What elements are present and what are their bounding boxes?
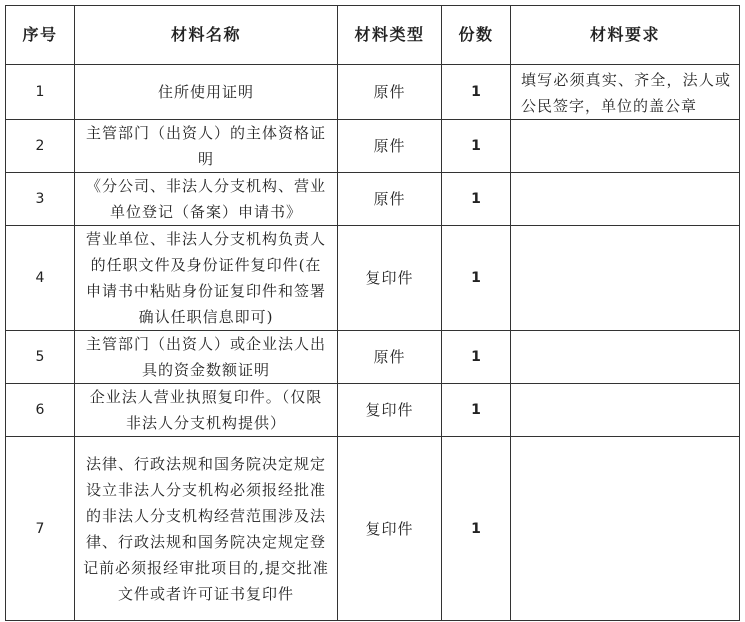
row-no: 6 bbox=[6, 384, 75, 437]
row-no: 2 bbox=[6, 120, 75, 173]
row-no: 7 bbox=[6, 437, 75, 621]
row-name: 营业单位、非法人分支机构负责人的任职文件及身份证件复印件(在申请书中粘贴身份证复印件和签署确认任职信息即可) bbox=[75, 226, 338, 331]
header-no: 序号 bbox=[6, 6, 75, 65]
row-name: 《分公司、非法人分支机构、营业单位登记（备案）申请书》 bbox=[75, 173, 338, 226]
row-count: 1 bbox=[442, 173, 511, 226]
row-type: 原件 bbox=[338, 65, 442, 120]
row-count: 1 bbox=[442, 120, 511, 173]
row-count: 1 bbox=[442, 331, 511, 384]
table-row bbox=[6, 65, 740, 120]
row-count: 1 bbox=[442, 65, 511, 120]
row-requirement bbox=[511, 331, 740, 384]
table-row bbox=[6, 384, 740, 437]
row-requirement bbox=[511, 173, 740, 226]
header-requirement: 材料要求 bbox=[511, 6, 740, 65]
row-type: 原件 bbox=[338, 173, 442, 226]
row-no: 3 bbox=[6, 173, 75, 226]
row-type: 原件 bbox=[338, 331, 442, 384]
row-name: 主管部门（出资人）的主体资格证明 bbox=[75, 120, 338, 173]
header-name: 材料名称 bbox=[75, 6, 338, 65]
row-no: 5 bbox=[6, 331, 75, 384]
table-header-row bbox=[6, 6, 740, 65]
row-name: 住所使用证明 bbox=[75, 65, 338, 120]
row-requirement bbox=[511, 384, 740, 437]
row-type: 复印件 bbox=[338, 226, 442, 331]
row-requirement bbox=[511, 226, 740, 331]
row-type: 复印件 bbox=[338, 437, 442, 621]
row-no: 1 bbox=[6, 65, 75, 120]
row-type: 复印件 bbox=[338, 384, 442, 437]
table-row bbox=[6, 437, 740, 621]
row-requirement: 填写必须真实、齐全，法人或公民签字，单位的盖公章 bbox=[511, 65, 740, 120]
table-row bbox=[6, 120, 740, 173]
row-count: 1 bbox=[442, 226, 511, 331]
row-type: 原件 bbox=[338, 120, 442, 173]
row-name: 法律、行政法规和国务院决定规定设立非法人分支机构必须报经批准的非法人分支机构经营范围涉及法律、行政法规和国务院决定规定登记前必须报经审批项目的,提交批准文件或者许可证书复印件 bbox=[75, 437, 338, 621]
row-name: 企业法人营业执照复印件。（仅限非法人分支机构提供） bbox=[75, 384, 338, 437]
row-requirement bbox=[511, 437, 740, 621]
table-row bbox=[6, 173, 740, 226]
row-no: 4 bbox=[6, 226, 75, 331]
row-requirement bbox=[511, 120, 740, 173]
materials-table bbox=[5, 5, 740, 621]
table-row bbox=[6, 331, 740, 384]
header-count: 份数 bbox=[442, 6, 511, 65]
row-count: 1 bbox=[442, 437, 511, 621]
table-row bbox=[6, 226, 740, 331]
row-name: 主管部门（出资人）或企业法人出具的资金数额证明 bbox=[75, 331, 338, 384]
row-count: 1 bbox=[442, 384, 511, 437]
header-type: 材料类型 bbox=[338, 6, 442, 65]
